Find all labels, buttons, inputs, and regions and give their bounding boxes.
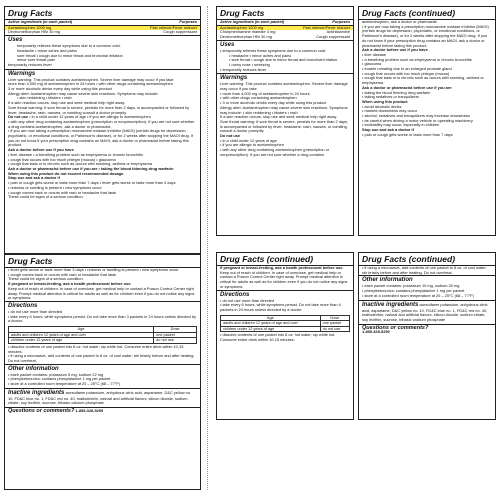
phone-number: 1-855-328-5259 — [362, 329, 390, 335]
other-information-section: Other information • each packet contains: potassium 10 mg, sodium 20 mg • phenylketonurics: contains phenylalanine 1 mg per packet • store at a controlled room temperature at 20 – 25°C (68 – 77°F) — [359, 275, 495, 299]
phone-number: 1-855-328-5259 — [75, 408, 104, 414]
panel-title: Drug Facts — [5, 255, 200, 268]
active-ingredient-row: Acetaminophen 1000 mg Pain reliever/Fever reducer — [217, 26, 353, 31]
drug-facts-panel-left-bottom: Drug Facts • fever gets worse or lasts more than 3 days • redness or swelling is present • new symptoms occur • cough comes back or occurs with rash or headache that lasts These could be signs of a serious condition. If pregnant or breast-feeding, ask a health professional before use. Keep out of reach of children. In case of overdose, get medical help or contact a Poison Control Center right away. Prompt medical attention is critical for adults as well as for children even if you do not notice any signs or symptoms. Directions • do not use more than directed • take every 6 hours, while symptoms persist. Do not take more than 3 packets in 24 hours unless directed by a doctor. Age Dose adults and children 12 years of age and over one packet children under 12 years of age do not use • dissolve contents of one packet into 8 oz. hot water; sip while hot. Consume entire drink within 10-15 minutes. • if using a microwave, add contents of one packet to 8 oz. of cool water; stir briskly before and after heating. Do not overheat. Other information • each packet contains: potassium 5 mg, sodium 22 mg • phenylketonurics: contains phenylalanine 1 mg per packet • store at a controlled room temperature at 20 – 25°C (68 – 77°F) Inactive ingredients acesulfame potassium, anhydrous citric acid, aspartame, D&C yellow no. 10, FD&C blue no. 1, FD&C red no. 40, maltodextrin, natural and artificial flavors, silicon dioxide, sodium citrate, soy lecithin, sucrose, tribasic calcium phosphate Questions or comments? 1-855-328-5259 — [4, 254, 201, 490]
drug-facts-panel-middle-top — [216, 6, 354, 236]
active-ingredient-row: Dextromethorphan HBr 30 mg Cough suppressant — [220, 34, 350, 40]
inactive-ingredients-section: Inactive ingredients acesulfame potassium, anhydrous citric acid, aspartame, D&C yellow no. 10, FD&C blue no. 1, FD&C red no. 40, maltodextrin, natural and artificial flavors, silicon dioxide, sodium citrate, soy lecithin, sucrose, tribasic calcium phosphate — [359, 300, 495, 324]
panel-title: Drug Facts (continued) — [217, 253, 353, 266]
drug-facts-panel-middle-bottom: Drug Facts (continued) If pregnant or breast-feeding, ask a health professional before use. Keep out of reach of children. In case of overdose, get medical help or contact a Poison Control Center right away. Prompt medical attention is critical for adults as well as for children even if you do not notice any signs or symptoms. Directions • do not use more than directed • take every 6 hours, while symptoms persist. Do not take more than 4 packets in 24 hours unless directed by a doctor. Age Dose adults and children 12 years of age and over one packet children under 12 years of age do not use • dissolve contents of one packet into 8 oz. hot water; sip while hot. Consume entire drink within 10-15 minutes. — [216, 252, 354, 420]
questions-section: Questions or comments? 1-855-328-5259 — [359, 324, 495, 336]
drug-facts-panel-left-top — [4, 6, 201, 254]
drug-facts-panel-right-bottom: Drug Facts (continued) • if using a microwave, add contents of one packet to 8 oz. of cool water; stir briskly before and after heating. Do not overheat. Other information • each packet contains: potassium 10 mg, sodium 20 mg • phenylketonurics: contains phenylalanine 1 mg per packet • store at a controlled room temperature at 20 – 25°C (68 – 77°F) Inactive ingredients acesulfame potassium, anhydrous citric acid, aspartame, D&C yellow no. 10, FD&C blue no. 1, FD&C red no. 40, maltodextrin, natural and artificial flavors, silicon dioxide, sodium citrate, soy lecithin, sucrose, tribasic calcium phosphate Questions or comments? 1-855-328-5259 — [358, 252, 496, 420]
other-information-section: Other information • each packet contains: potassium 5 mg, sodium 22 mg • phenylketonurics: contains phenylalanine 1 mg per packet • store at a controlled room temperature at 20 – 25°C (68 – 77°F) — [5, 364, 200, 388]
active-ingredient-row: Chlorpheniramine maleate 4 mg Antihistamine — [220, 29, 350, 35]
drug-facts-panel-right-top: Drug Facts (continued) acetaminophen, ask a doctor or pharmacist. • if you are now taking a prescription monoamine oxidase inhibitor (MAOI) (certain drugs for depression, psychiatric, or emotional conditions, or Parkinson's disease), or for 2 weeks after stopping the MAOI drug. If you do not know if your prescription drug contains an MAOI, ask a doctor or pharmacist before taking this product. Ask a doctor before use if you have • liver disease • a breathing problem such as emphysema or chronic bronchitis • glaucoma • trouble urinating due to an enlarged prostate gland • cough that occurs with too much phlegm (mucus) • cough that lasts or is chronic such as occurs with smoking, asthma or emphysema Ask a doctor or pharmacist before use if you are • taking the blood thinning drug warfarin • taking sedatives or tranquilizers When using this product • avoid alcoholic drinks • marked drowsiness may occur • alcohol, sedatives and tranquilizers may increase drowsiness • be careful when driving a motor vehicle or operating machinery • excitability may occur, especially in children Stop use and ask a doctor if • pain or cough gets worse or lasts more than 7 days — [358, 6, 496, 236]
directions-section: Directions • do not use more than directed • take every 6 hours, while symptoms persist. Do not take more than 3 packets in 24 hours unless directed by a doctor. — [5, 301, 200, 325]
inactive-ingredients-section: Inactive ingredients acesulfame potassium, anhydrous citric acid, aspartame, D&C yellow no. 10, FD&C blue no. 1, FD&C red no. 40, maltodextrin, natural and artificial flavors, silicon dioxide, sodium citrate, soy lecithin, sucrose, tribasic calcium phosphate — [5, 388, 200, 407]
panel-title: Drug Facts — [5, 7, 200, 20]
column-divider — [207, 6, 208, 490]
panel-title: Drug Facts (continued) — [359, 253, 495, 266]
warnings-section: Warnings Liver warning: This product contains acetaminophen. Severe liver damage may occur if you take more than 4,000 mg of acetaminophen in 24 hours • with other drugs containing acetaminophen 3 or more alcoholic drinks every day while using this product Allergy alert: Acetaminophen may cause severe skin reactions. Symptoms may include: • skin reddening • blisters • rash If a skin reaction occurs, stop use and seek medical help right away. Sore throat warning: If sore throat is severe, persists for more than 2 days, is accompanied or followed by fever, headache, rash, nausea, or vomiting consult a doctor promptly. Do not use • in a child under 12 years of age • if you are allergic to acetaminophen • with any other drug containing acetaminophen (prescription or nonprescription). If you are not sure whether a drug contains acetaminophen, ask a doctor or pharmacist. • if you are now taking a prescription monoamine oxidase inhibitor (MAOI) (certain drugs for depression, psychiatric, or emotional conditions, or Parkinson's disease), or for 2 weeks after stopping the MAOI drug. If you do not know if your prescription drug contains an MAOI, ask a doctor or pharmacist before taking this product. Ask a doctor before use if you have • liver disease • a breathing problem such as emphysema or chronic bronchitis • cough that occurs with too much phlegm (mucus) • glaucoma • cough that lasts or is chronic such as occurs with smoking, asthma or emphysema Ask a doctor or pharmacist before use if you are • taking the blood thinning drug warfarin When using this product do not exceed recommended dosage. Stop use and ask a doctor if • pain or cough gets worse or lasts more than 7 days • fever gets worse or lasts more than 3 days • redness or swelling is present • new symptoms occur • cough comes back or occurs with rash or headache that lasts These could be signs of a serious condition. — [5, 69, 200, 201]
questions-section: Questions or comments? 1-855-328-5259 — [5, 407, 200, 415]
dosage-table: Age Dose adults and children 12 years of age and over one packet children under 12 years of age do not use — [220, 315, 350, 333]
uses-section: Uses temporarily relieves these symptoms due to a common cold: headache • minor aches and pains sore throat • cough due to minor throat and bronchial irritation minor sore throat pain temporarily reduces fever — [5, 35, 200, 69]
uses-section: Uses • temporarily relieves these symptoms due to a common cold: • headache • minor aches and pains • sore throat • cough due to minor throat and bronchial irritation • runny nose • sneezing • temporarily reduces fever — [217, 40, 353, 74]
panel-title: Drug Facts (continued) — [359, 7, 495, 20]
dosage-table: Age Dose adults and children 12 years of age and over one packet children under 12 years of age do not use — [8, 326, 197, 344]
active-ingredient-row: Acetaminophen 1000 mg Pain reliever/Fever reducer — [5, 26, 200, 31]
active-ingredient-row: Dextromethorphan HBr 30 mg Cough suppressant — [8, 29, 197, 35]
panel-title: Drug Facts — [217, 7, 353, 20]
warnings-section: Warnings Liver warning: This product contains acetaminophen. Severe liver damage may occur if you take • more than 4,000 mg of acetaminophen in 24 hours • with other drugs containing acetaminophen • 3 or more alcoholic drinks every day while using this product Allergy alert: Acetaminophen may cause severe skin reactions. Symptoms may include: • skin reddening • blisters • rash If a skin reaction occurs, stop use and seek medical help right away. Sore throat warning: If sore throat is severe, persists for more than 2 days, is accompanied or followed by fever, headache, rash, nausea, or vomiting consult a doctor promptly. Do not use • in a child under 12 years of age • if you are allergic to acetaminophen • with any other drug containing acetaminophen (prescription or nonprescription). If you are not sure whether a drug contains — [217, 73, 353, 158]
active-ingredients-header: Active ingredients (in each packet) Purposes — [217, 20, 353, 26]
directions-section: Directions • do not use more than directed • take every 6 hours, while symptoms persist. Do not take more than 4 packets in 24 hours unless directed by a doctor. — [217, 290, 353, 314]
active-ingredients-header: Active ingredients (in each packet) Purposes — [5, 20, 200, 26]
